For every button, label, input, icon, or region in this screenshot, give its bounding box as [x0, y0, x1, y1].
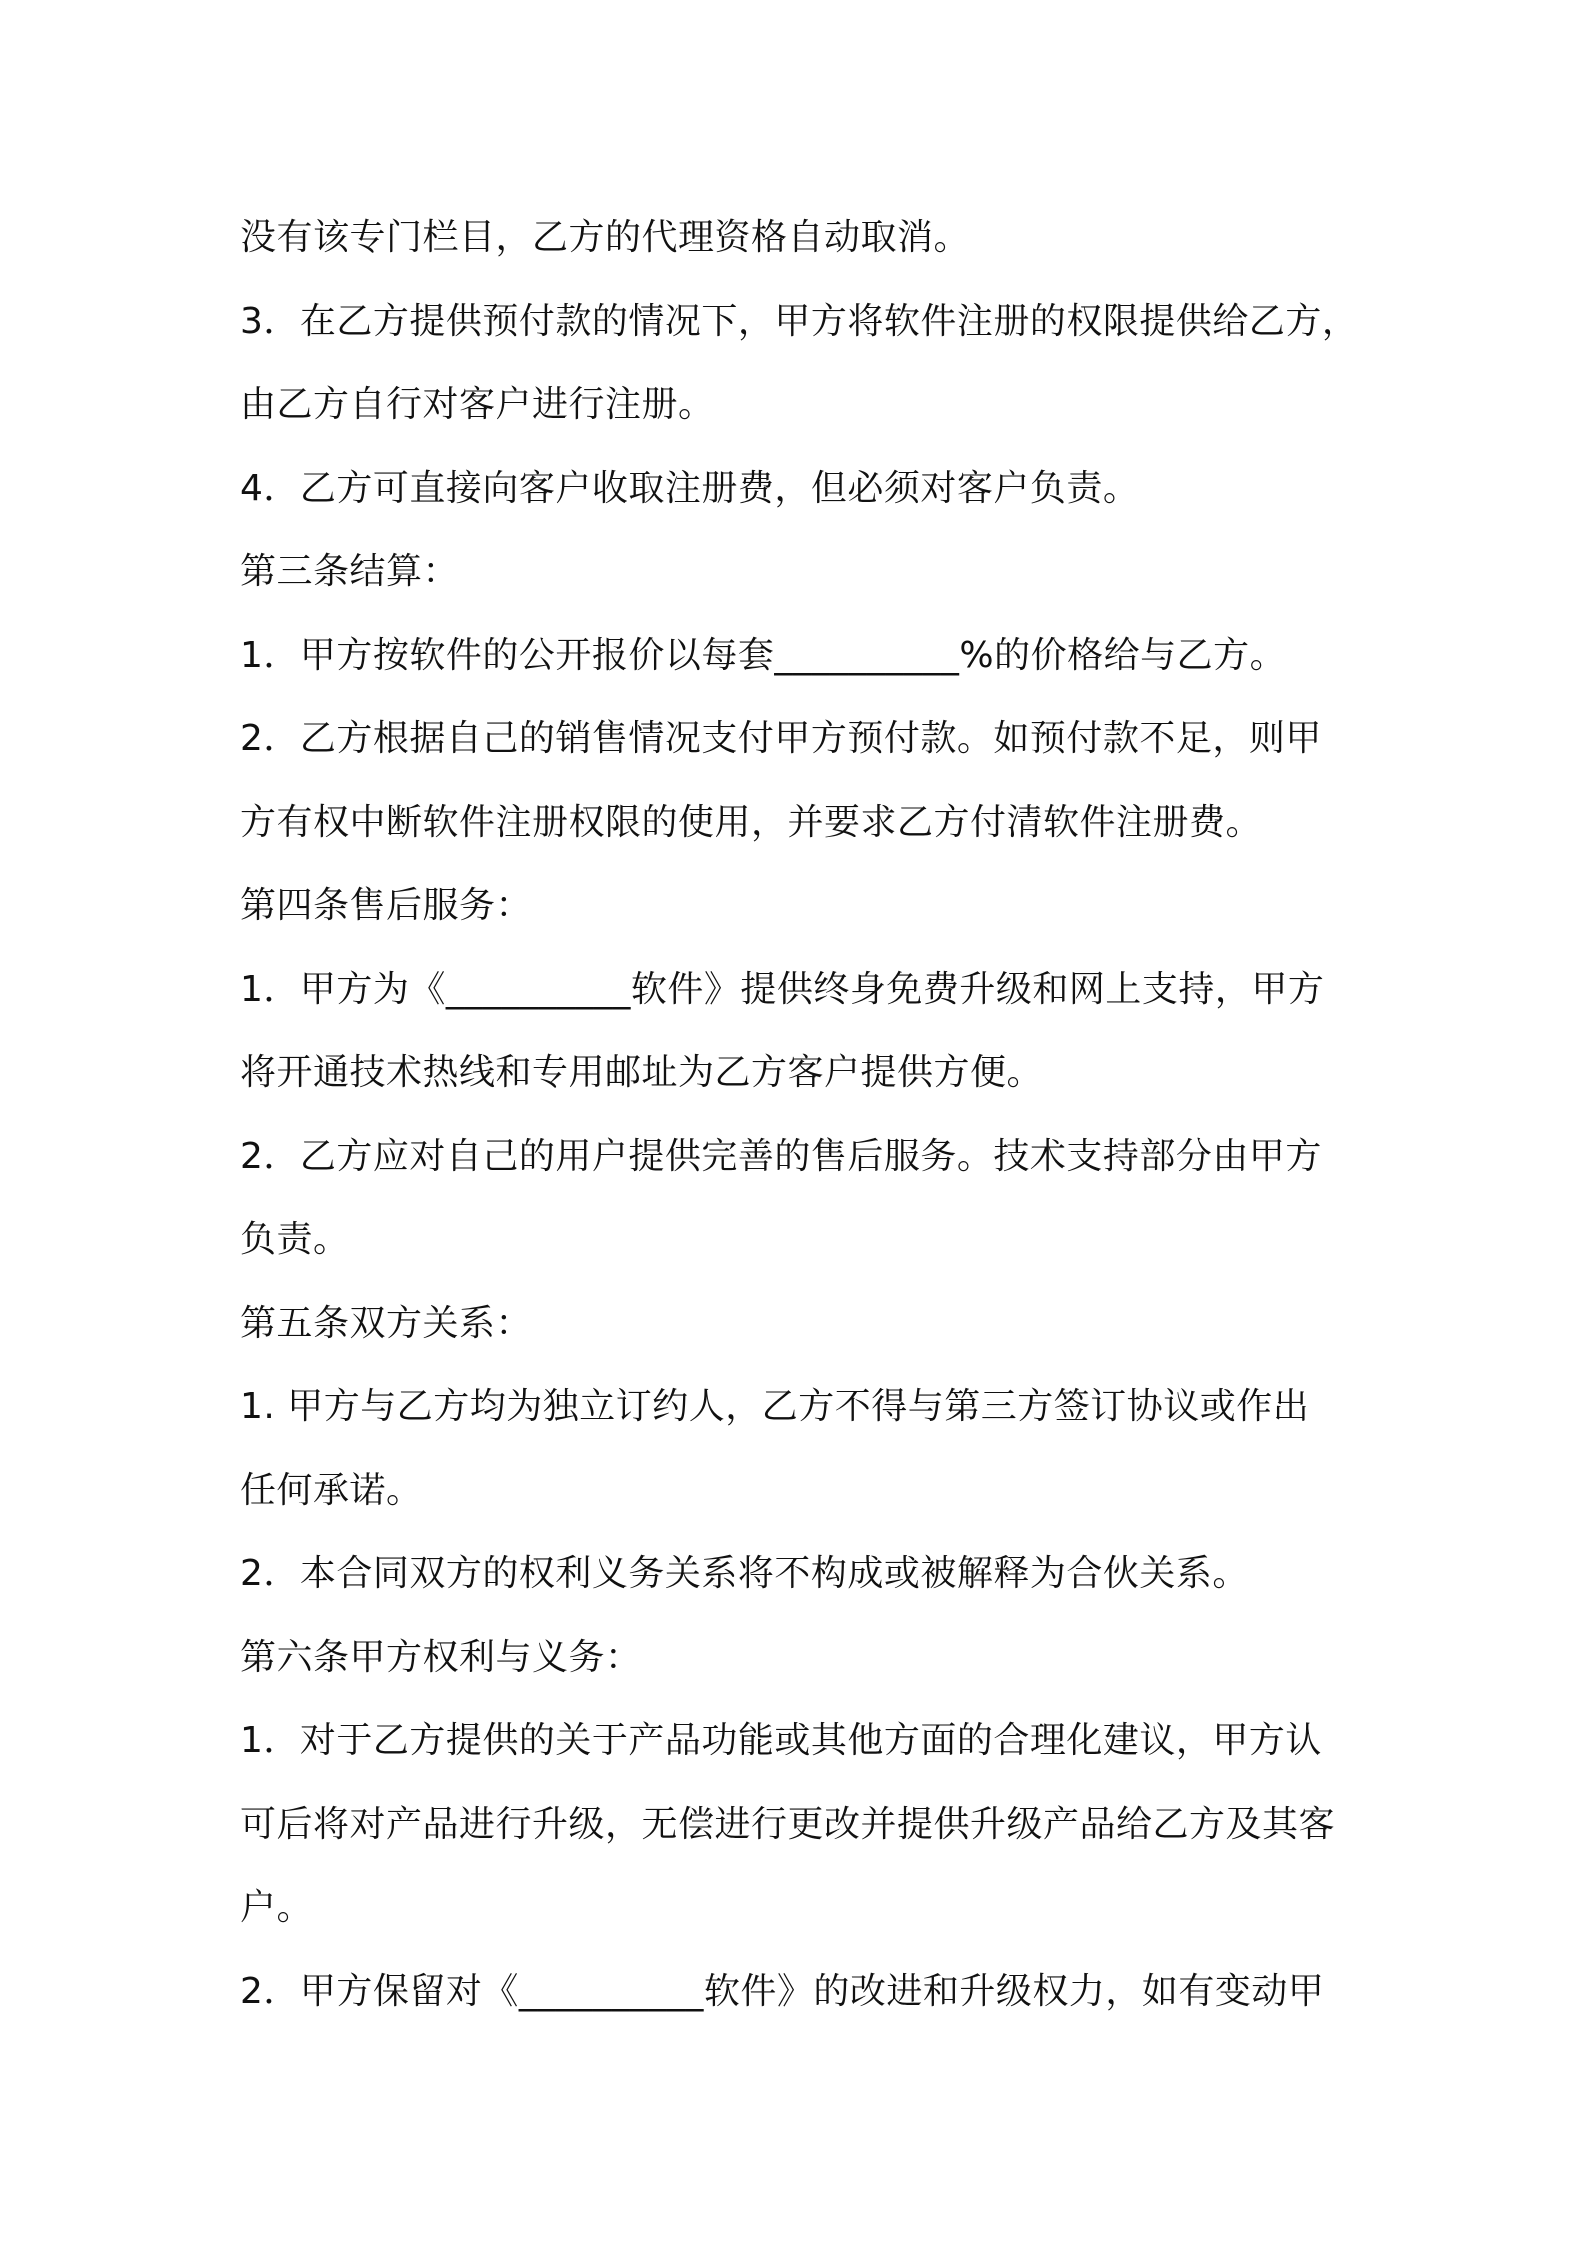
text-line: 2．乙方根据自己的销售情况支付甲方预付款。如预付款不足，则甲 [240, 718, 1322, 759]
section-heading: 第五条双方关系： [240, 1302, 533, 1344]
section-heading: 第四条售后服务： [240, 885, 533, 926]
text-line: 2．甲方保留对《__________软件》的改进和升级权力，如有变动甲 [240, 1970, 1325, 2012]
text-line: 1．对于乙方提供的关于产品功能或其他方面的合理化建议，甲方认 [240, 1720, 1322, 1761]
text-line: 4．乙方可直接向客户收取注册费，但必须对客户负责。 [240, 467, 1140, 509]
text-line: 2．乙方应对自己的用户提供完善的售后服务。技术支持部分由甲方 [240, 1135, 1322, 1177]
text-line: 由乙方自行对客户进行注册。 [240, 384, 715, 425]
contract-text [240, 196, 1360, 2033]
text-line: 1．甲方按软件的公开报价以每套__________%的价格给与乙方。 [240, 634, 1287, 676]
text-line: 1. 甲方与乙方均为独立订约人，乙方不得与第三方签订协议或作出 [240, 1386, 1310, 1427]
text-line: 没有该专门栏目，乙方的代理资格自动取消。 [240, 217, 971, 258]
text-line: 负责。 [240, 1219, 350, 1260]
section-heading: 第六条甲方权利与义务： [240, 1636, 642, 1678]
text-line: 任何承诺。 [240, 1469, 423, 1511]
section-heading: 第三条结算： [240, 551, 460, 592]
text-line: 将开通技术热线和专用邮址为乙方客户提供方便。 [240, 1052, 1044, 1093]
text-line: 方有权中断软件注册权限的使用，并要求乙方付清软件注册费。 [240, 801, 1263, 843]
text-line: 1．甲方为《__________软件》提供终身免费升级和网上支持，甲方 [240, 968, 1325, 1010]
text-line: 3．在乙方提供预付款的情况下，甲方将软件注册的权限提供给乙方， [240, 300, 1359, 342]
text-line: 2．本合同双方的权利义务关系将不构成或被解释为合伙关系。 [240, 1553, 1249, 1594]
text-line: 户。 [240, 1887, 314, 1928]
text-line: 可后将对产品进行升级，无偿进行更改并提供升级产品给乙方及其客 [240, 1803, 1336, 1845]
